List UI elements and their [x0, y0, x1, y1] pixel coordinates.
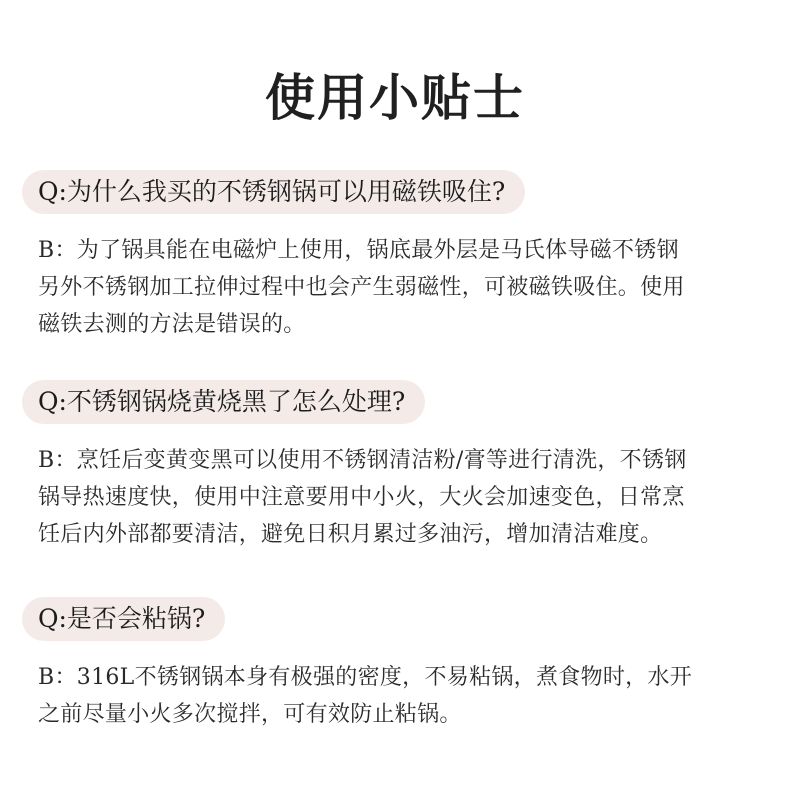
answer-line: 饪后内外部都要清洁，避免日积月累过多油污，增加清洁难度。	[38, 522, 663, 547]
answer-text	[22, 232, 758, 343]
answer-text	[22, 659, 758, 733]
answer-line: B：为了锅具能在电磁炉上使用，锅底最外层是马氏体导磁不锈钢	[38, 238, 679, 263]
question-pill: Q:不锈钢锅烧黄烧黑了怎么处理?	[22, 380, 425, 424]
page-title: 使用小贴士	[265, 68, 525, 127]
answer-line: B：316L不锈钢锅本身有极强的密度，不易粘锅，煮食物时，水开	[38, 665, 693, 690]
qa-section-3	[22, 597, 762, 733]
answer-line: 另外不锈钢加工拉伸过程中也会产生弱磁性，可被磁铁吸住。使用	[38, 275, 685, 300]
answer-line: B：烹饪后变黄变黑可以使用不锈钢清洁粉/膏等进行清洗，不锈钢	[38, 448, 687, 473]
question-pill: Q:是否会粘锅?	[22, 597, 225, 641]
answer-line: 磁铁去测的方法是错误的。	[38, 312, 306, 337]
qa-section-1	[22, 170, 762, 343]
answer-line: 之前尽量小火多次搅拌，可有效防止粘锅。	[38, 702, 462, 727]
qa-section-2	[22, 380, 762, 553]
answer-text	[22, 442, 758, 553]
question-pill: Q:为什么我买的不锈钢锅可以用磁铁吸住?	[22, 170, 525, 214]
answer-line: 锅导热速度快，使用中注意要用中小火，大火会加速变色，日常烹	[38, 485, 685, 510]
